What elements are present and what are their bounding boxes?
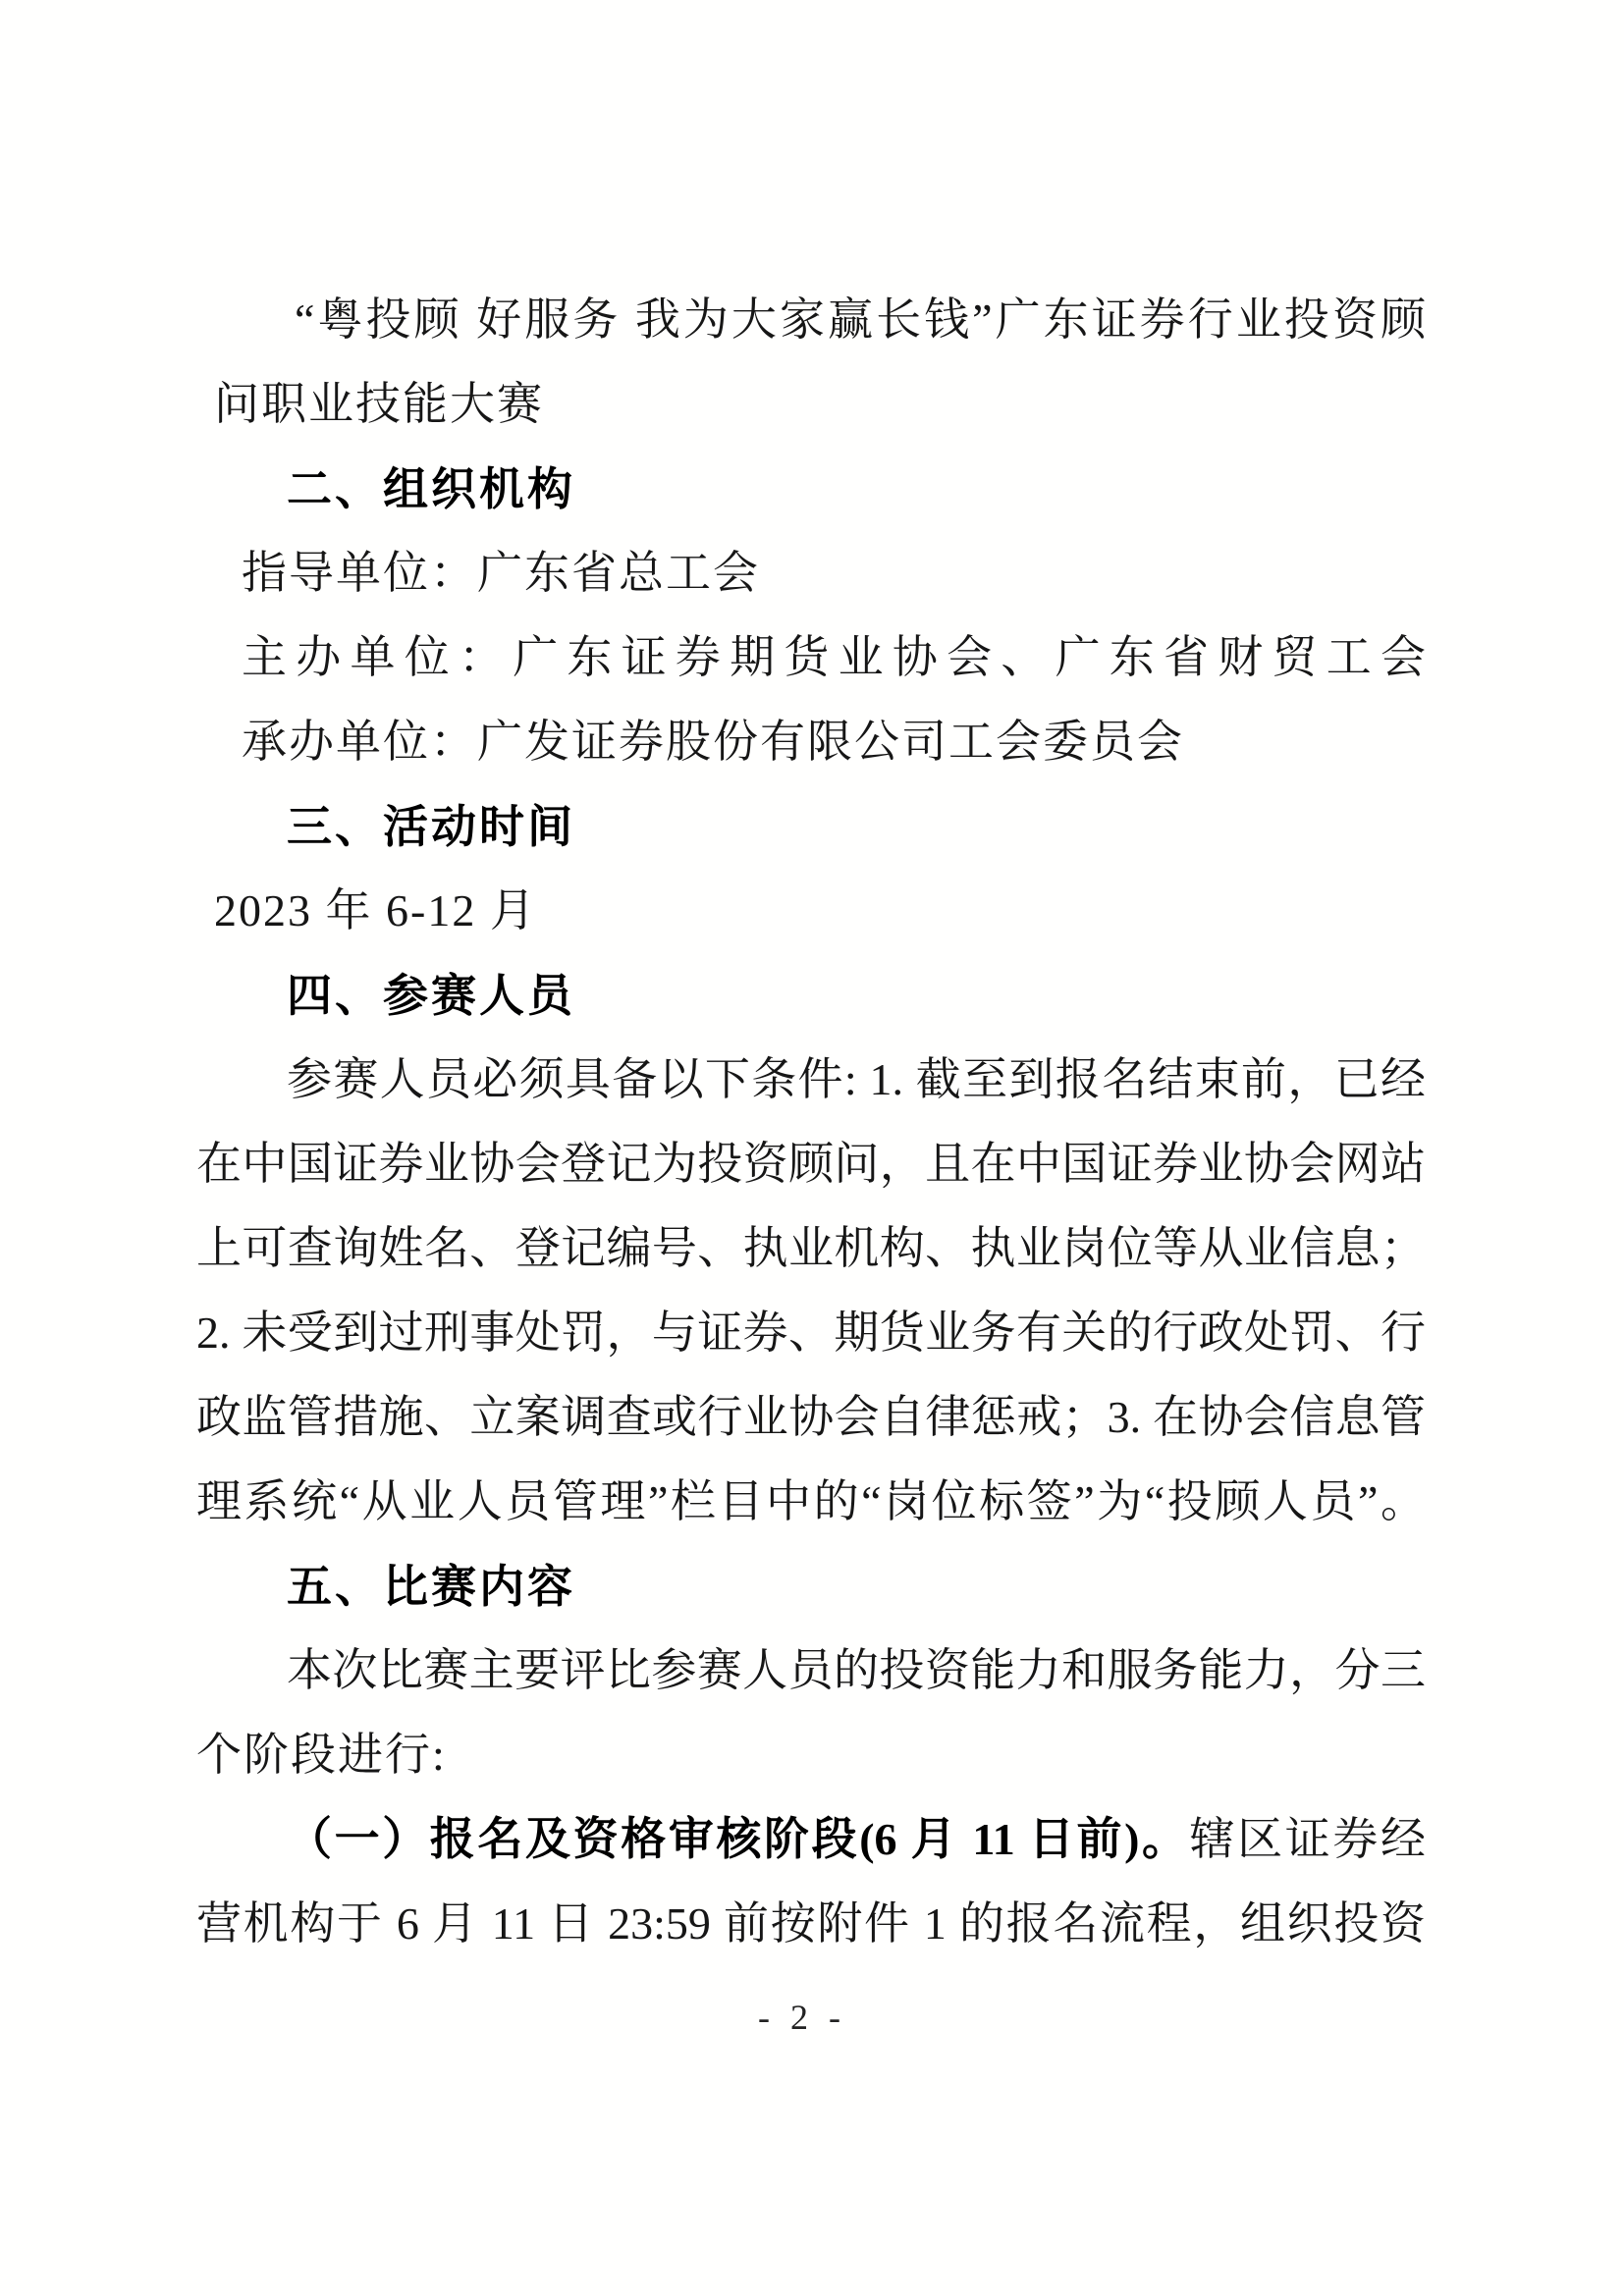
activity-time-line: 2023 年 6-12 月	[214, 885, 537, 935]
intro-line-1: “粤投顾 好服务 我为大家赢长钱”广东证券行业投资顾	[295, 294, 1426, 345]
participants-body-line: 政监管措施、立案调查或行业协会自律惩戒；3. 在协会信息管	[196, 1392, 1426, 1442]
document-content	[196, 292, 1426, 1980]
section-heading-time: 三、活动时间	[287, 801, 575, 852]
stage1-body-line: 营机构于 6 月 11 日 23:59 前按附件 1 的报名流程，组织投资	[196, 1898, 1426, 1949]
organizer-unit-line: 承办单位：广发证券股份有限公司工会委员会	[242, 717, 1184, 767]
section-heading-contest-content: 五、比赛内容	[287, 1561, 575, 1612]
stage1-lead-line	[196, 1811, 1426, 1896]
section-heading-participants: 四、参赛人员	[287, 970, 575, 1021]
section-heading-organization: 二、组织机构	[287, 463, 575, 514]
stage1-rest-text: 辖区证券经	[1189, 1814, 1426, 1864]
participants-body-line: 理系统“从业人员管理”栏目中的“岗位标签”为“投顾人员”。	[196, 1476, 1426, 1526]
page-number: - 2 -	[758, 1998, 846, 2037]
participants-body-line: 参赛人员必须具备以下条件: 1. 截至到报名结束前，已经	[287, 1054, 1426, 1104]
contest-body-line: 本次比赛主要评比参赛人员的投资能力和服务能力，分三	[287, 1645, 1426, 1695]
contest-body-line: 个阶段进行:	[196, 1730, 447, 1780]
host-unit-line: 主办单位：广东证券期货业协会、广东省财贸工会	[242, 632, 1426, 682]
guide-unit-line: 指导单位：广东省总工会	[242, 548, 760, 598]
participants-body-line: 上可查询姓名、登记编号、执业机构、执业岗位等从业信息；	[196, 1223, 1426, 1273]
intro-line-2: 问职业技能大赛	[214, 379, 544, 429]
stage1-heading-bold: （一）报名及资格审核阶段(6 月 11 日前)。	[287, 1814, 1190, 1864]
participants-body-line: 2. 未受到过刑事处罚，与证券、期货业务有关的行政处罚、行	[196, 1308, 1426, 1358]
participants-body-line: 在中国证券业协会登记为投资顾问，且在中国证券业协会网站	[196, 1139, 1426, 1189]
